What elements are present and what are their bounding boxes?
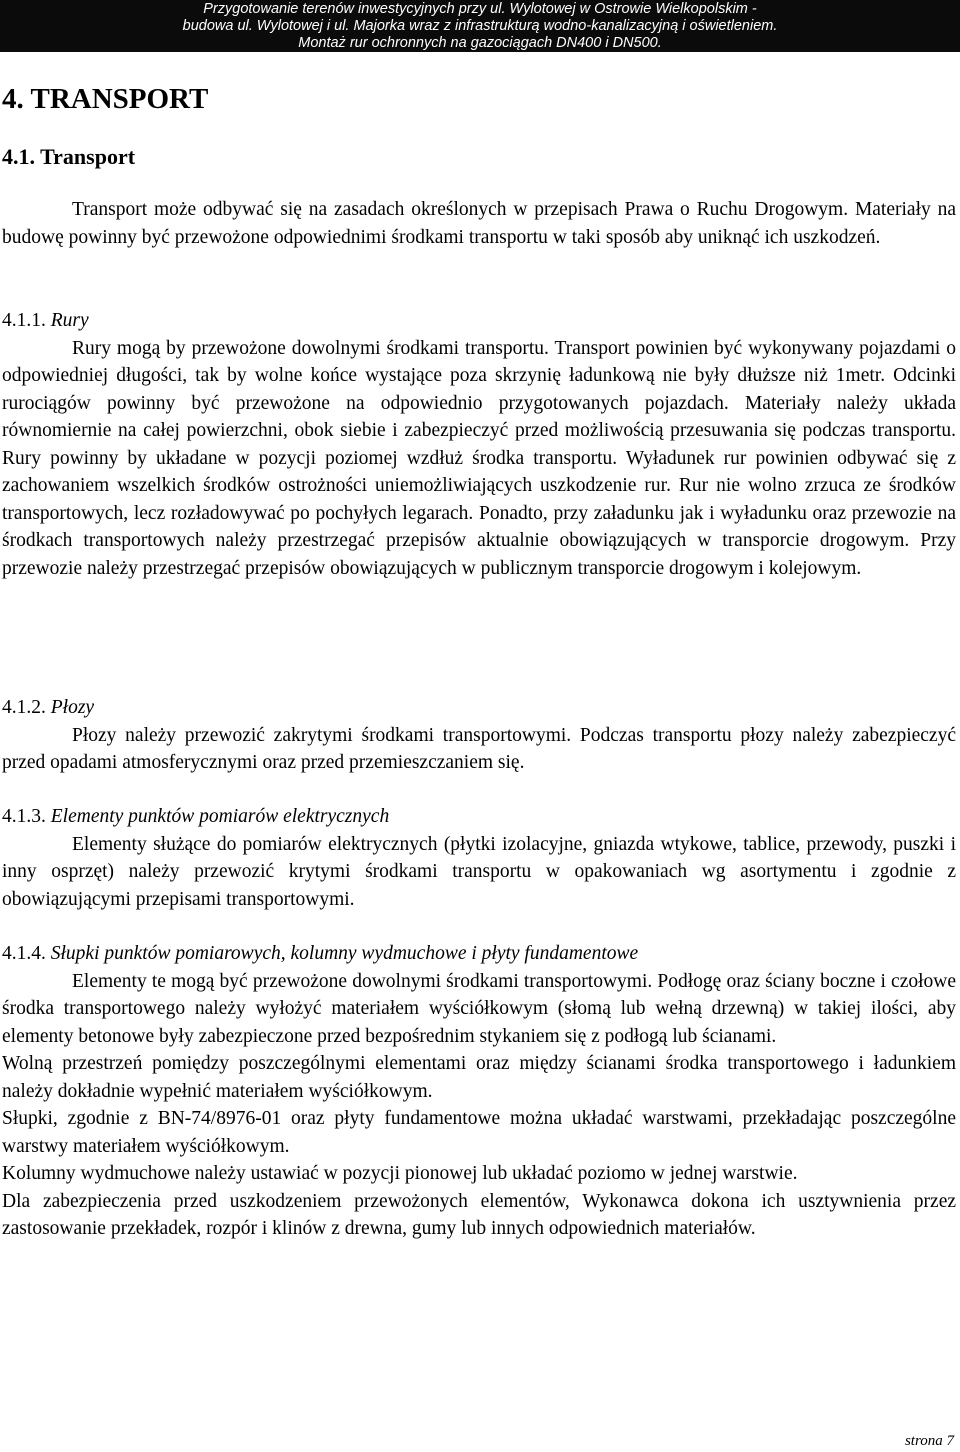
subsection-rury <box>2 307 956 582</box>
subsection-heading <box>2 803 956 831</box>
chapter-title: 4. TRANSPORT <box>2 83 209 115</box>
subsection-title: Słupki punktów pomiarowych, kolumny wydmuchowe i płyty fundamentowe <box>50 943 639 964</box>
body-paragraph: Elementy te mogą być przewożone dowolnymi środkami transportowymi. Podłogę oraz ściany boczne i czołowe środka transportowego należy wyłożyć materiałem wyściółkowym (słomą lub wełną drzewną) w takiej ilości, aby elementy betonowe były zabezpieczone przed bezpośrednim stykaniem się z podłogą lub ścianami. <box>2 970 956 1047</box>
body-paragraph: Rury mogą by przewożone dowolnymi środkami transportu. Transport powinien być wykonywany pojazdami o odpowiedniej długości, tak by wolne końce wystające poza skrzynię ładunkową nie były dłuższe niż 1metr. Odcinki rurociągów powinny być przewożone na odpowiednio przygotowanych pojazdach. Materiały należy układa równomiernie na całej powierzchni, obok siebie i zabezpieczyć przed możliwością przesuwania się podczas transportu. Rury powinny by układane w pozycji poziomej wzdłuż środka transportu. Wyładunek rur powinien odbywać się z zachowaniem wszelkich środków ostrożności uniemożliwiających uszkodzenie rur. Rur nie wolno zrzuca ze środków transportowych, lecz rozładowywać po pochyłych legarach. Ponadto, przy załadunku jak i wyładunku oraz przewozie na środkach transportowych należy przestrzegać przepisów aktualnie obowiązujących w transporcie drogowym. Przy przewozie należy przestrzegać przepisów obowiązujących w publicznym transporcie drogowym i kolejowym. <box>2 337 956 579</box>
subsection-title: Elementy punktów pomiarów elektrycznych <box>50 806 390 827</box>
body-paragraph: Słupki, zgodnie z BN-74/8976-01 oraz płyty fundamentowe można układać warstwami, przekładając poszczególne warstwy materiałem wyściółkowym. <box>2 1108 956 1157</box>
intro-paragraph: Transport może odbywać się na zasadach określonych w przepisach Prawa o Ruchu Drogowym. Materiały na budowę powinny być przewożone odpowiednimi środkami transportu w taki sposób aby uniknąć ich uszkodzeń. <box>2 199 956 248</box>
header-line-1: Przygotowanie terenów inwestycyjnych przy ul. Wylotowej w Ostrowie Wielkopolskim - <box>203 1 757 17</box>
body-paragraph: Płozy należy przewozić zakrytymi środkami transportowymi. Podczas transportu płozy należy zabezpieczyć przed opadami atmosferycznymi oraz przed przemieszczaniem się. <box>2 724 956 773</box>
subsection-heading <box>2 307 956 335</box>
body-paragraph: Wolną przestrzeń pomiędzy poszczególnymi elementami oraz między ścianami środka transportowego i ładunkiem należy dokładnie wypełnić materiałem wyściółkowym. <box>2 1053 956 1102</box>
section-title: 4.1. Transport <box>2 144 136 169</box>
subsection-plozy <box>2 694 956 777</box>
subsection-heading <box>2 940 956 968</box>
subsection-title: Płozy <box>50 697 95 718</box>
page-header <box>0 0 960 52</box>
subsection-number: 4.1.3. <box>2 806 46 827</box>
body-paragraph: Dla zabezpieczenia przed uszkodzeniem przewożonych elementów, Wykonawca dokona ich usztywnienia przez zastosowanie przekładek, rozpór i klinów z drewna, gumy lub innych odpowiednich materiałów. <box>2 1190 956 1239</box>
subsection-number: 4.1.2. <box>2 697 46 718</box>
subsection-number: 4.1.1. <box>2 310 46 331</box>
page-number: strona 7 <box>904 1433 954 1449</box>
intro-section <box>2 196 956 251</box>
body-paragraph: Kolumny wydmuchowe należy ustawiać w pozycji pionowej lub układać poziomo w jednej warstwie. <box>2 1163 798 1184</box>
subsection-elementy-pomiarow <box>2 803 956 913</box>
body-paragraph: Elementy służące do pomiarów elektrycznych (płytki izolacyjne, gniazda wtykowe, tablice, przewody, puszki i inny osprzęt) należy przewozić krytymi środkami transportu w opakowaniach wg asortymentu i zgodnie z obowiązującymi przepisami transportowymi. <box>2 833 956 910</box>
header-line-2: budowa ul. Wylotowej i ul. Majorka wraz z infrastrukturą wodno-kanalizacyjną i oświetleniem. <box>182 18 778 34</box>
header-line-3: Montaż rur ochronnych na gazociągach DN400 i DN500. <box>298 35 662 51</box>
subsection-number: 4.1.4. <box>2 943 46 964</box>
subsection-slupki <box>2 940 956 1243</box>
subsection-heading <box>2 694 956 722</box>
subsection-title: Rury <box>50 310 89 331</box>
